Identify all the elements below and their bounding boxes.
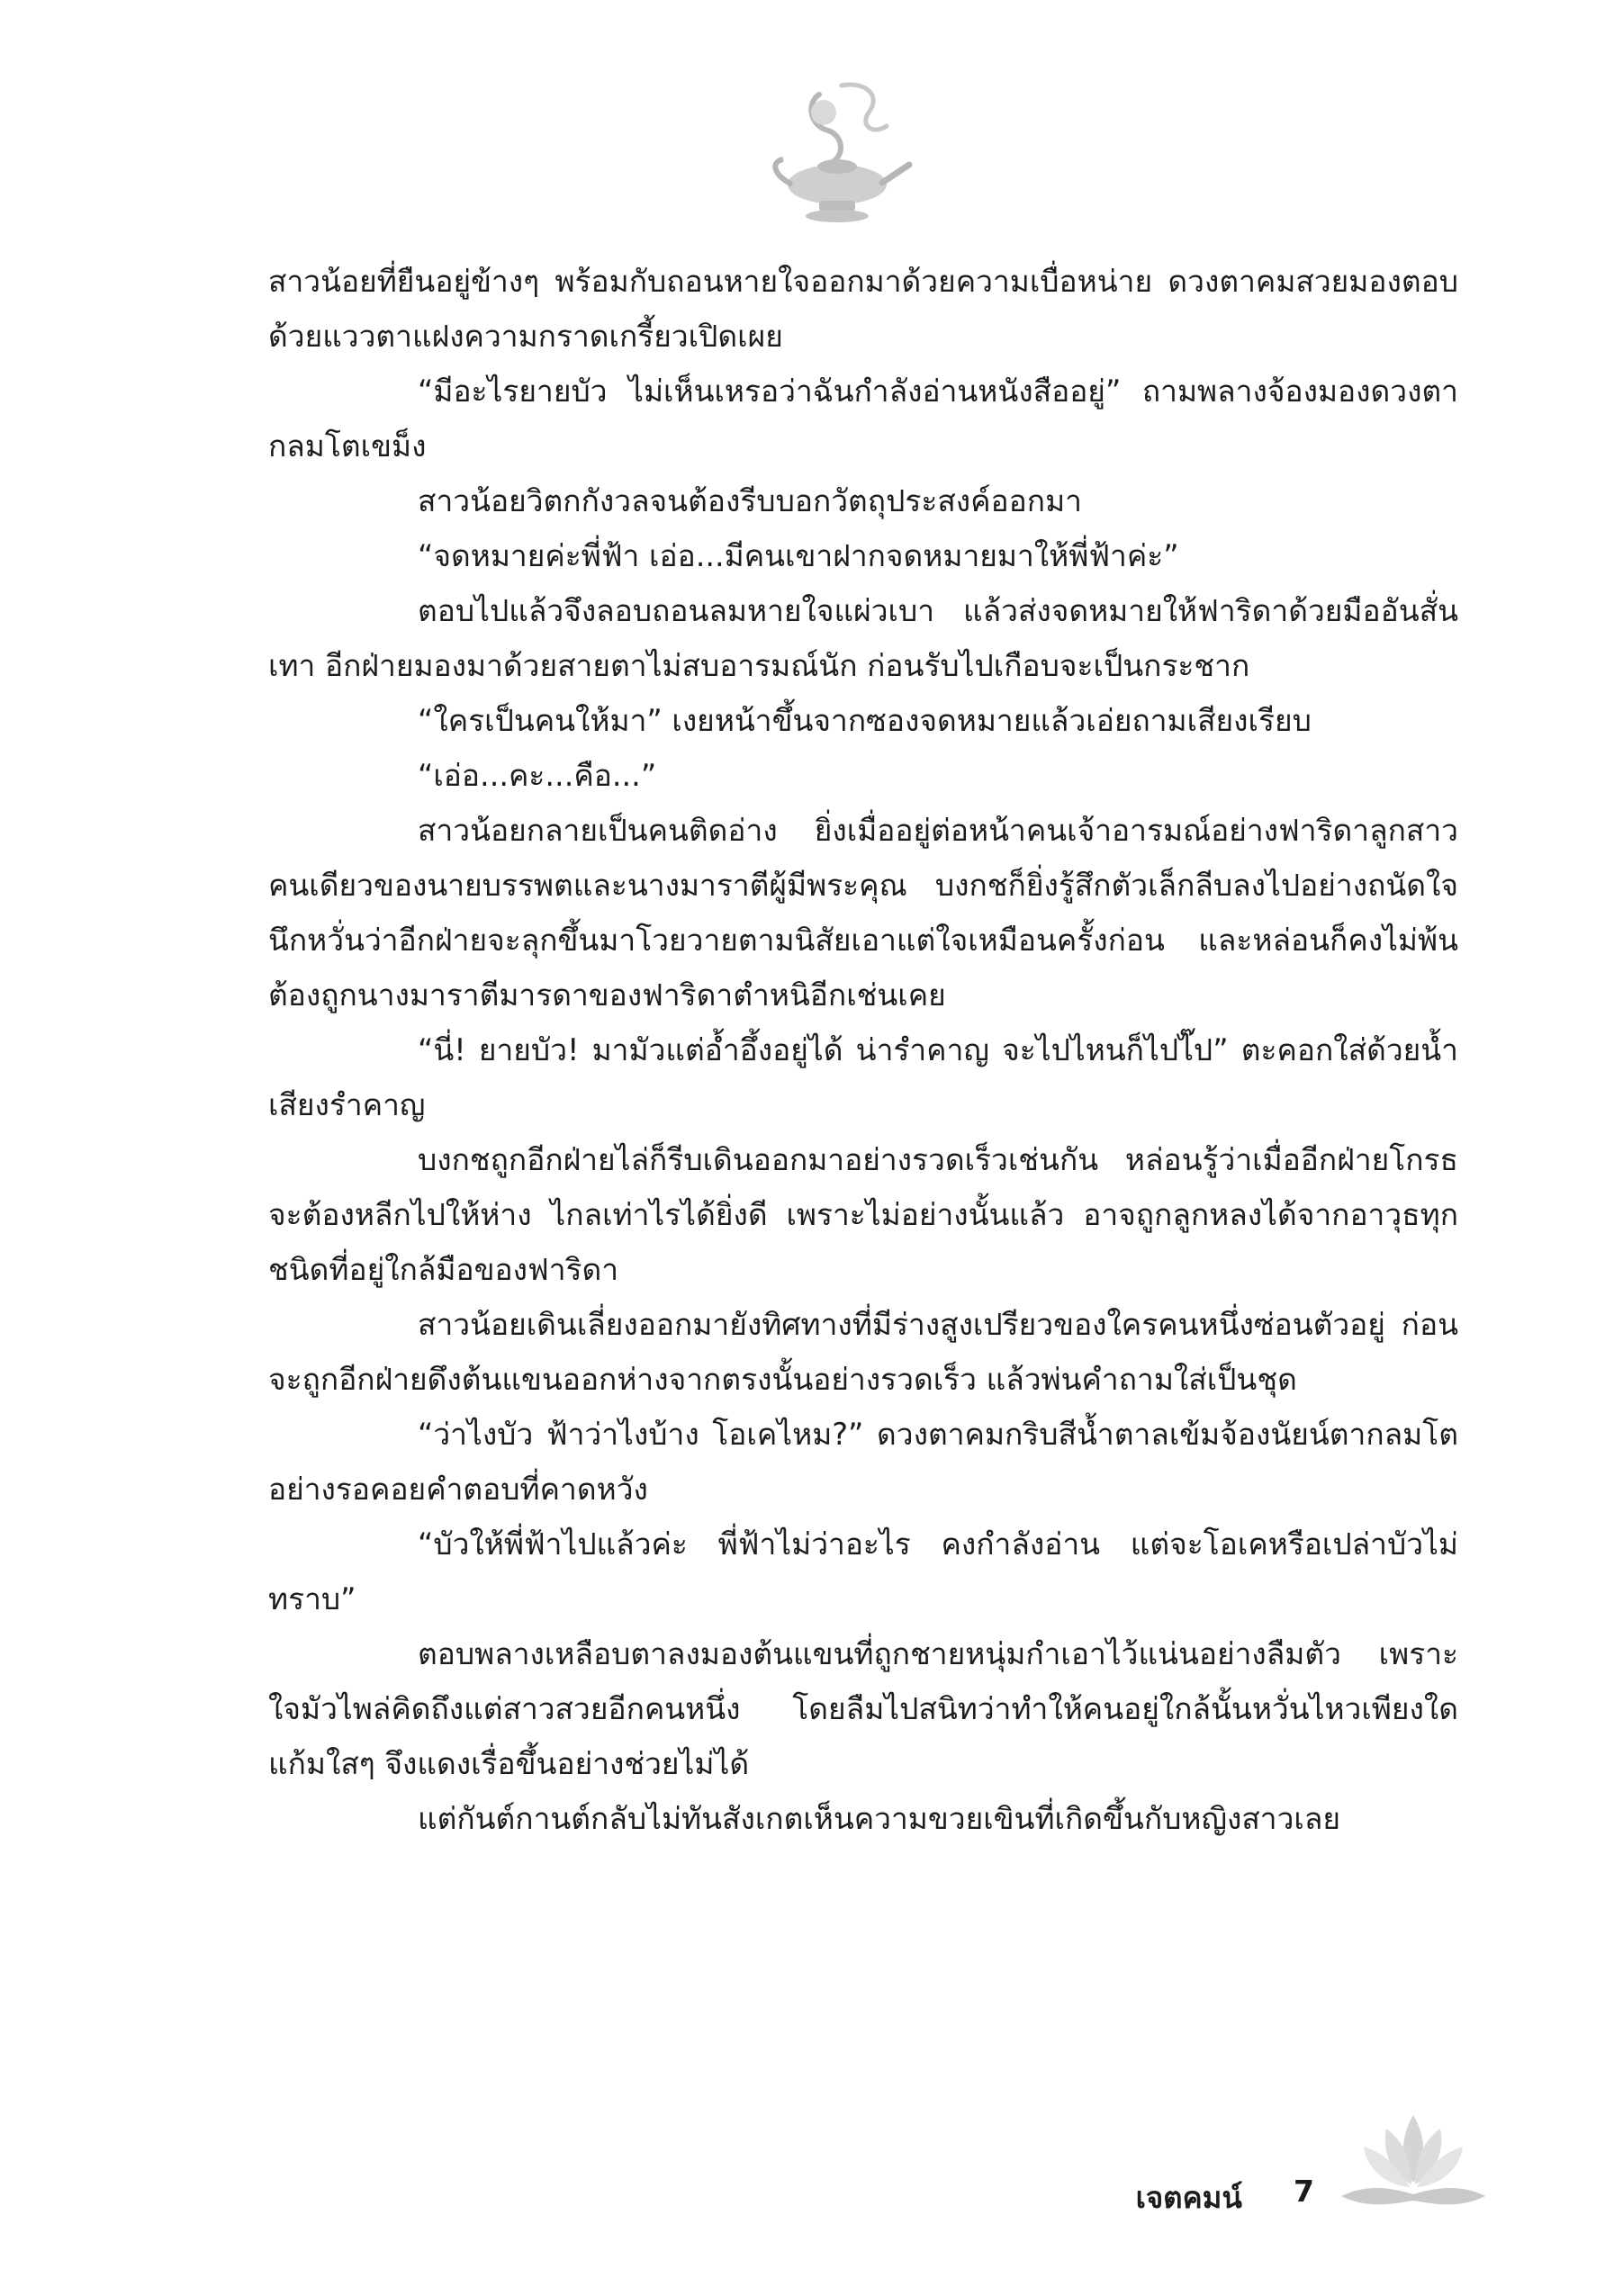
lotus-flower-icon <box>1332 2097 1494 2223</box>
paragraph: สาวน้อยเดินเลี่ยงออกมายังทิศทางที่มีร่างสูงเปรียวของใครคนหนึ่งซ่อนตัวอยู่ ก่อนจะถูกอีกฝ่ายดึงต้นแขนออกห่างจากตรงนั้นอย่างรวดเร็ว แล้วพ่นคำถามใส่เป็นชุด <box>268 1307 1458 1397</box>
paragraph: “มีอะไรยายบัว ไม่เห็นเหรอว่าฉันกำลังอ่านหนังสืออยู่” ถามพลางจ้องมองดวงตากลมโตเขม็ง <box>268 374 1458 464</box>
paragraph: ตอบไปแล้วจึงลอบถอนลมหายใจแผ่วเบา แล้วส่งจดหมายให้ฟาริดาด้วยมืออันสั่นเทา อีกฝ่ายมองมาด้วยสายตาไม่สบอารมณ์นัก ก่อนรับไปเกือบจะเป็นกระชาก <box>268 593 1458 683</box>
paragraph: “บัวให้พี่ฟ้าไปแล้วค่ะ พี่ฟ้าไม่ว่าอะไร คงกำลังอ่าน แต่จะโอเคหรือเปล่าบัวไม่ทราบ” <box>268 1526 1458 1616</box>
body-text <box>268 254 1458 1846</box>
running-title: เจตคมน์ <box>1135 2180 1242 2215</box>
paragraph: แต่กันต์กานต์กลับไม่ทันสังเกตเห็นความขวยเขินที่เกิดขึ้นกับหญิงสาวเลย <box>418 1801 1341 1836</box>
page-footer <box>1080 2174 1314 2219</box>
paragraph: “ว่าไงบัว ฟ้าว่าไงบ้าง โอเคไหม?” ดวงตาคมกริบสีน้ำตาลเข้มจ้องนัยน์ตากลมโตอย่างรอคอยคำตอบที่คาดหวัง <box>268 1417 1458 1507</box>
paragraph: “นี่! ยายบัว! มามัวแต่อ้ำอึ้งอยู่ได้ น่ารำคาญ จะไปไหนก็ไปไ๊ป” ตะคอกใส่ด้วยน้ำเสียงรำคาญ <box>268 1032 1458 1122</box>
paragraph: สาวน้อยที่ยืนอยู่ข้างๆ พร้อมกับถอนหายใจออกมาด้วยความเบื่อหน่าย ดวงตาคมสวยมองตอบด้วยแววตาแฝงความกราดเกรี้ยวเปิดเผย <box>268 264 1458 354</box>
paragraph: “ใครเป็นคนให้มา” เงยหน้าขึ้นจากซองจดหมายแล้วเอ่ยถามเสียงเรียบ <box>418 703 1312 738</box>
paragraph: บงกชถูกอีกฝ่ายไล่ก็รีบเดินออกมาอย่างรวดเร็วเช่นกัน หล่อนรู้ว่าเมื่ออีกฝ่ายโกรธ จะต้องหลีกไปให้ห่าง ไกลเท่าไรได้ยิ่งดี เพราะไม่อย่างนั้นแล้ว อาจถูกลูกหลงได้จากอาวุธทุกชนิดที่อยู่ใกล้มือของฟาริดา <box>268 1142 1458 1287</box>
genie-lamp-icon <box>756 77 918 230</box>
page-number: 7 <box>1294 2174 1314 2209</box>
paragraph: ตอบพลางเหลือบตาลงมองต้นแขนที่ถูกชายหนุ่มกำเอาไว้แน่นอย่างลืมตัว เพราะใจมัวไพล่คิดถึงแต่สาวสวยอีกคนหนึ่ง โดยลืมไปสนิทว่าทำให้คนอยู่ใกล้นั้นหวั่นไหวเพียงใด แก้มใสๆ จึงแดงเรื่อขึ้นอย่างช่วยไม่ได้ <box>268 1636 1458 1781</box>
paragraph: “จดหมายค่ะพี่ฟ้า เอ่อ...มีคนเขาฝากจดหมายมาให้พี่ฟ้าค่ะ” <box>418 538 1179 573</box>
paragraph: สาวน้อยกลายเป็นคนติดอ่าง ยิ่งเมื่ออยู่ต่อหน้าคนเจ้าอารมณ์อย่างฟาริดาลูกสาวคนเดียวของนายบรรพตและนางมาราตีผู้มีพระคุณ บงกชก็ยิ่งรู้สึกตัวเล็กลีบลงไปอย่างถนัดใจ นึกหวั่นว่าอีกฝ่ายจะลุกขึ้นมาโวยวายตามนิสัยเอาแต่ใจเหมือนครั้งก่อน และหล่อนก็คงไม่พ้นต้องถูกนางมาราตีมารดาของฟาริดาตำหนิอีกเช่นเคย <box>268 813 1458 1013</box>
paragraph: “เอ่อ...คะ...คือ...” <box>418 758 657 793</box>
paragraph: สาวน้อยวิตกกังวลจนต้องรีบบอกวัตถุประสงค์ออกมา <box>418 483 1082 518</box>
